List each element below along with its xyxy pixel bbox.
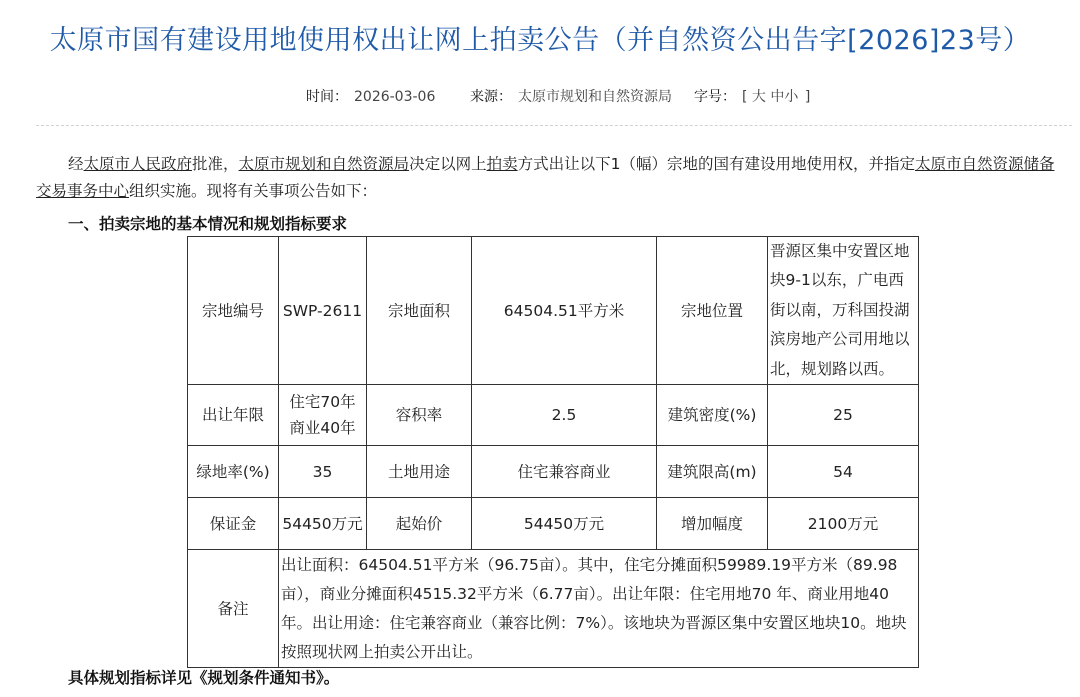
table-row — [188, 550, 919, 668]
link-trading-center[interactable]: 太原市自然资源储备交易事务中心 — [36, 155, 1055, 200]
bid-increment-value: 2100万元 — [768, 498, 919, 550]
table-row — [188, 385, 919, 446]
table-row — [188, 446, 919, 498]
font-size-large-link[interactable]: 大 — [751, 89, 766, 105]
bracket-open: [ — [742, 89, 748, 105]
lease-term-commercial: 商业40年 — [289, 419, 356, 438]
remarks-label: 备注 — [188, 550, 279, 668]
parcel-id-value: SWP-2611 — [279, 237, 367, 385]
deposit-label: 保证金 — [188, 498, 279, 550]
page-title: 太原市国有建设用地使用权出让网上拍卖公告（并自然资公出告字[2026]23号） — [49, 25, 1031, 56]
time-value: 2026-03-06 — [354, 89, 436, 105]
font-size-small-link[interactable]: 小 — [784, 89, 799, 105]
parcel-id-label: 宗地编号 — [188, 237, 279, 385]
link-taiyuan-government[interactable]: 太原市人民政府 — [83, 155, 193, 173]
parcel-info-table — [187, 236, 919, 668]
table-row — [188, 498, 919, 550]
intro-text-1: 经 — [68, 155, 84, 173]
publish-time — [306, 86, 435, 106]
parcel-location-value: 晋源区集中安置区地块9-1以东，广电西街以南，万科国投湖滨房地产公司用地以北，规划路以西。 — [768, 237, 919, 385]
land-use-label: 土地用途 — [367, 446, 472, 498]
plot-ratio-label: 容积率 — [367, 385, 472, 446]
bid-increment-label: 增加幅度 — [657, 498, 768, 550]
building-density-value: 25 — [768, 385, 919, 446]
bracket-close: ] — [804, 89, 811, 105]
starting-price-value: 54450万元 — [472, 498, 657, 550]
link-planning-bureau[interactable]: 太原市规划和自然资源局 — [238, 155, 410, 173]
green-ratio-value: 35 — [279, 446, 367, 498]
source-label: 来源： — [470, 89, 512, 105]
header-divider — [36, 125, 1072, 126]
intro-text-2: 批准， — [192, 155, 239, 173]
building-density-label: 建筑密度(%) — [657, 385, 768, 446]
lease-term-value — [279, 385, 367, 446]
plot-ratio-value: 2.5 — [472, 385, 657, 446]
green-ratio-label: 绿地率(%) — [188, 446, 279, 498]
time-label: 时间： — [306, 89, 348, 105]
land-use-value: 住宅兼容商业 — [472, 446, 657, 498]
section-heading: 一、拍卖宗地的基本情况和规划指标要求 — [68, 215, 348, 233]
parcel-location-label: 宗地位置 — [657, 237, 768, 385]
planning-reference-note: 具体规划指标详见《规划条件通知书》。 — [68, 669, 340, 687]
source-value: 太原市规划和自然资源局 — [518, 89, 672, 105]
remarks-value: 出让面积：64504.51平方米（96.75亩）。其中，住宅分摊面积59989.19平方米（89.98亩），商业分摊面积4515.32平方米（6.77亩）。出让年限：住宅用地70 年、商业用地40年。出让用途：住宅兼容商业（兼容比例：7%）。该地块为晋源区集中安置区地块10。地块按照现状网上拍卖公开出让。 — [279, 550, 919, 668]
height-limit-label: 建筑限高(m) — [657, 446, 768, 498]
font-size-medium-link[interactable]: 中 — [770, 89, 785, 105]
lease-term-residential: 住宅70年 — [289, 393, 356, 412]
source-info — [470, 86, 672, 106]
intro-text-5: 组织实施。现将有关事项公告如下： — [129, 182, 378, 200]
link-auction[interactable]: 拍卖 — [486, 155, 518, 173]
intro-text-4: 方式出让以下1（幅）宗地的国有建设用地使用权，并指定 — [517, 155, 915, 173]
table-row — [188, 237, 919, 385]
starting-price-label: 起始价 — [367, 498, 472, 550]
parcel-area-value: 64504.51平方米 — [472, 237, 657, 385]
lease-term-label: 出让年限 — [188, 385, 279, 446]
height-limit-value: 54 — [768, 446, 919, 498]
intro-text-3: 决定以网上 — [409, 155, 487, 173]
intro-paragraph — [36, 151, 1064, 205]
font-size-control — [694, 86, 810, 106]
deposit-value: 54450万元 — [279, 498, 367, 550]
parcel-area-label: 宗地面积 — [367, 237, 472, 385]
font-size-label: 字号： — [694, 89, 736, 105]
